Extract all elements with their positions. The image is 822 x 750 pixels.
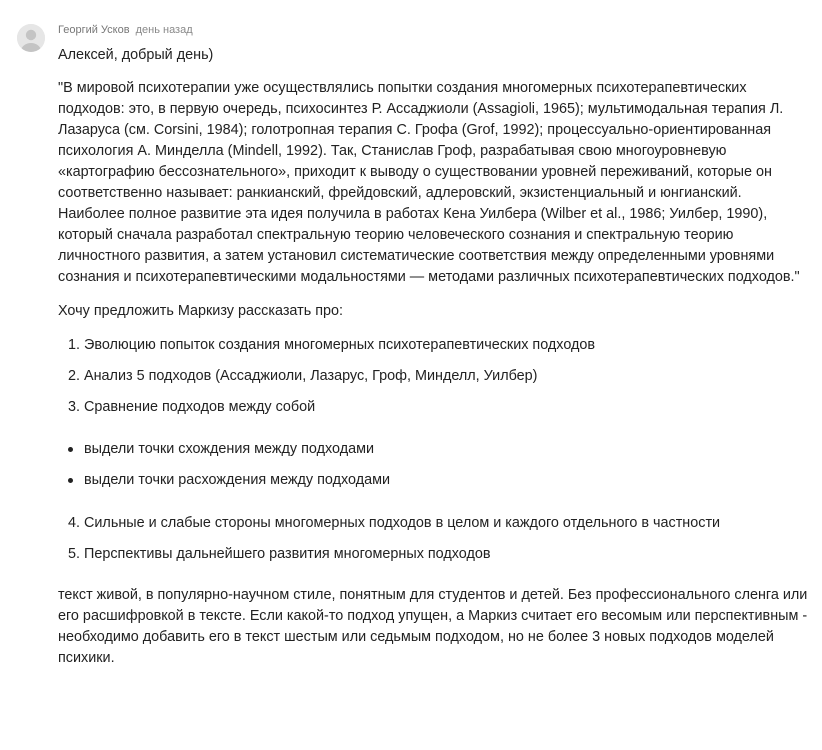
bullet-dot-icon bbox=[68, 447, 73, 452]
list-item: 4. Сильные и слабые стороны многомерных подходов в целом и каждого отдельного в частности bbox=[84, 513, 808, 534]
bullet-list-item bbox=[84, 439, 808, 460]
numbered-list-continued bbox=[58, 513, 808, 565]
greeting-text: Алексей, добрый день) bbox=[58, 47, 214, 63]
list-item: 3. Сравнение подходов между собой bbox=[84, 397, 808, 418]
bullet-dot-icon bbox=[68, 478, 73, 483]
comment-meta bbox=[58, 22, 808, 39]
comment-body bbox=[58, 45, 808, 669]
bullet-list-item bbox=[84, 470, 808, 491]
bullet-item-text: выдели точки расхождения между подходами bbox=[84, 472, 391, 488]
comment-timestamp: день назад bbox=[135, 24, 193, 36]
numbered-list bbox=[58, 335, 808, 418]
quote-text: "В мировой психотерапии уже осуществлялись попытки создания многомерных психотерапевтических подходов: это, в первую очередь, психосинтез Р. Ассаджиоли (Assagioli, 1965); мультимодальная терапия Л. Лазаруса (см. Corsini, 1984); голотропная терапия С. Грофа (Grof, 1992); процессуально-ориентированная психология А. Минделла (Mindell, 1992). Так, Станислав Гроф, разрабатывая свою многоуровневую «картографию бессознательного», приходит к выводу о существовании уровней переживаний, которые он соответственно называет: ранкианский, фрейдовский, адлеровский, экзистенциальный и юнгианский. Наиболее полное развитие эта идея получила в работах Кена Уилбера (Wilber et al., 1986; Уилбер, 1990), который сначала разработал спектральную теорию человеческого сознания и спектральную теорию личностного развития, а затем установил систематические соответствия между определенными уровнями сознания и психотерапевтическими модальностями — методами различных психотерапевтических подходов." bbox=[58, 80, 800, 285]
list-item: 1. Эволюцию попыток создания многомерных психотерапевтических подходов bbox=[84, 335, 808, 356]
author-name[interactable]: Георгий Усков bbox=[58, 24, 130, 36]
bullet-item-text: выдели точки схождения между подходами bbox=[84, 441, 375, 457]
list-item: 5. Перспективы дальнейшего развития многомерных подходов bbox=[84, 544, 808, 565]
intro-text: Хочу предложить Маркизу рассказать про: bbox=[58, 303, 343, 319]
avatar[interactable] bbox=[17, 24, 45, 52]
bullet-list bbox=[58, 439, 808, 491]
user-silhouette-icon bbox=[17, 24, 45, 52]
list-item: 2. Анализ 5 подходов (Ассаджиоли, Лазарус, Гроф, Минделл, Уилбер) bbox=[84, 366, 808, 387]
comment-content bbox=[58, 22, 808, 669]
closing-text: текст живой, в популярно-научном стиле, понятным для студентов и детей. Без профессионального сленга или его расшифровкой в тексте. Если какой-то подход упущен, а Маркиз считает его весомым или перспективным - необходимо добавить его в текст шестым или седьмым подходом, но не более 3 новых подходов моделей психики. bbox=[58, 587, 808, 666]
